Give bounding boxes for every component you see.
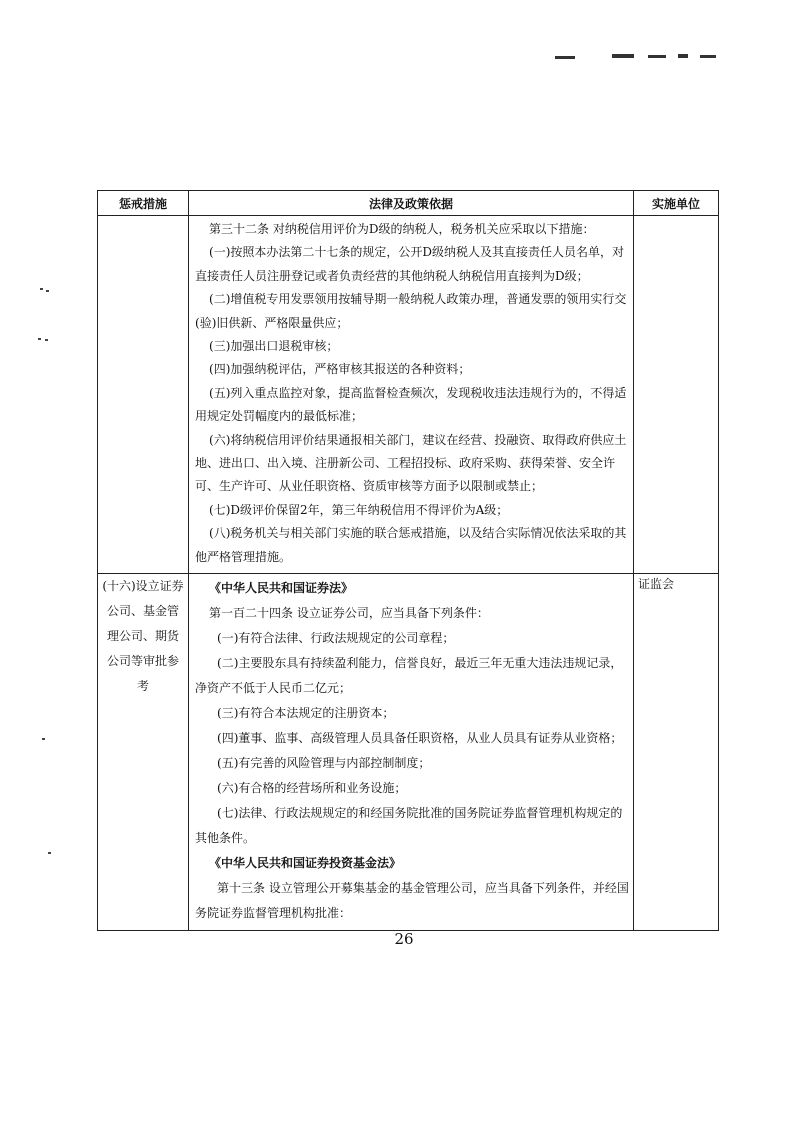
scan-mark xyxy=(555,56,575,59)
scan-dot xyxy=(42,738,45,740)
header-unit: 实施单位 xyxy=(634,191,719,216)
clause-text: (二)主要股东具有持续盈利能力，信誉良好，最近三年无重大违法违规记录，净资产不低于人民币二亿元； xyxy=(195,656,623,696)
measure-cell: (十六)设立证券公司、基金管理公司、期货公司等审批参考 xyxy=(98,574,189,931)
clause-text: (三)有符合本法规定的注册资本； xyxy=(217,706,395,721)
scan-mark xyxy=(648,55,666,58)
header-measure: 惩戒措施 xyxy=(98,191,189,216)
scan-mark xyxy=(700,55,716,58)
header-basis: 法律及政策依据 xyxy=(189,191,634,216)
scan-mark xyxy=(612,54,634,58)
clause-text: 第三十二条 对纳税信用评价为D级的纳税人，税务机关应采取以下措施： xyxy=(209,222,595,236)
table-row xyxy=(98,216,719,574)
clause-text: (一)有符合法律、行政法规规定的公司章程； xyxy=(217,631,455,646)
measure-cell xyxy=(98,216,189,574)
basis-cell xyxy=(189,216,634,574)
unit-cell xyxy=(634,216,719,574)
scan-dot xyxy=(38,338,41,340)
clause-text: (七)D级评价保留2年，第三年纳税信用不得评价为A级； xyxy=(209,502,509,517)
measures-table xyxy=(97,190,719,931)
basis-cell xyxy=(189,574,634,931)
clause-text: (五)有完善的风险管理与内部控制制度； xyxy=(217,756,431,771)
unit-cell: 证监会 xyxy=(634,574,719,931)
table-header-row xyxy=(98,191,719,216)
scan-dot xyxy=(48,852,51,854)
scan-dot xyxy=(46,290,49,292)
clause-text: (七)法律、行政法规规定的和经国务院批准的国务院证券监督管理机构规定的其他条件。 xyxy=(195,806,623,846)
clause-text: (一)按照本办法第二十七条的规定，公开D级纳税人及其直接责任人员名单，对直接责任人员注册登记或者负责经营的其他纳税人纳税信用直接判为D级； xyxy=(195,245,625,283)
clause-text: 第一百二十四条 设立证券公司，应当具备下列条件： xyxy=(209,606,489,621)
clause-text: (四)加强纳税评估，严格审核其报送的各种资料； xyxy=(209,362,471,377)
clause-text: (六)有合格的经营场所和业务设施； xyxy=(217,781,407,796)
clause-text: (六)将纳税信用评价结果通报相关部门，建议在经营、投融资、取得政府供应土地、进出口、出入境、注册新公司、工程招投标、政府采购、获得荣誉、安全许可、生产许可、从业任职资格、资质审核等方面予以限制或禁止； xyxy=(195,432,627,494)
table-row xyxy=(98,574,719,931)
scan-mark xyxy=(678,54,688,58)
clause-text: (五)列入重点监控对象，提高监督检查频次，发现税收违法违规行为的，不得适用规定处罚幅度内的最低标准； xyxy=(195,385,627,424)
clause-text: 第十三条 设立管理公开募集基金的基金管理公司，应当具备下列条件，并经国务院证券监督管理机构批准： xyxy=(195,881,629,921)
clause-text: (四)董事、监事、高级管理人员具备任职资格，从业人员具有证券从业资格； xyxy=(217,731,623,746)
law-title: 《中华人民共和国证券法》 xyxy=(209,581,354,596)
scan-dot xyxy=(45,339,48,341)
scan-dot xyxy=(40,288,43,290)
law-title: 《中华人民共和国证券投资基金法》 xyxy=(209,856,402,871)
page-number: 26 xyxy=(394,930,414,948)
clause-text: (三)加强出口退税审核； xyxy=(209,339,339,354)
clause-text: (二)增值税专用发票领用按辅导期一般纳税人政策办理，普通发票的领用实行交(验)旧供新、严格限量供应； xyxy=(195,292,627,330)
clause-text: (八)税务机关与相关部门实施的联合惩戒措施，以及结合实际情况依法采取的其他严格管理措施。 xyxy=(195,526,627,564)
